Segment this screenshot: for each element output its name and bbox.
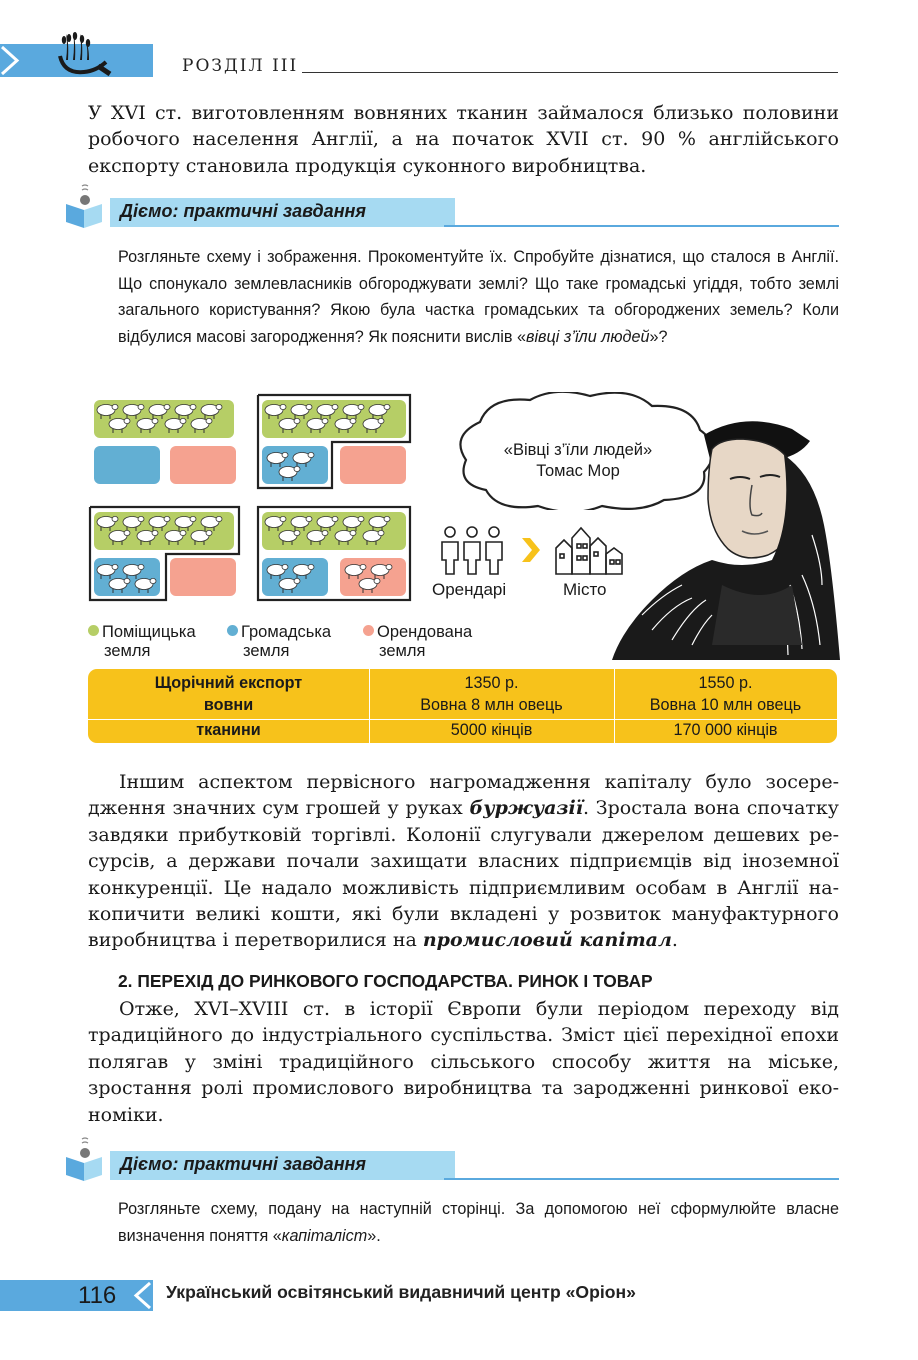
table-col-1350: 1350 р.: [464, 674, 519, 692]
task-label: Діємо: практичні завдання: [120, 1154, 367, 1174]
open-book-icon: [64, 1137, 104, 1181]
task-header-1: [64, 184, 854, 228]
pink-dot-icon: [363, 625, 374, 636]
publisher: Український освітянський видавничий центр «Оріон»: [166, 1282, 636, 1302]
city-label: Місто: [563, 580, 607, 599]
intro-text: У XVI ст. виготовленням вовняних тканин займалося близько половини робочого населення Англії, а на початок XVII ст. 90 % англійського експорту становила продукція суконного виробництва.: [88, 102, 839, 177]
table-cell: Вовна 8 млн овець: [420, 696, 563, 714]
task1-text-end: »?: [649, 327, 668, 346]
table-header: Щорічний експорт: [154, 674, 303, 692]
wheat-sickle-icon: [54, 30, 114, 82]
green-dot-icon: [88, 625, 99, 636]
task-rule: [444, 1178, 839, 1180]
legend-manor: Поміщицька земля: [88, 623, 196, 661]
enclosure-diagram: [88, 390, 418, 610]
field-rented-2: [340, 446, 406, 484]
tenants-to-city-diagram: [436, 524, 626, 580]
task1-text: [118, 244, 839, 350]
table-cell: 170 000 кінців: [673, 721, 778, 739]
field-common-4: [262, 558, 328, 596]
task-header-2: [64, 1137, 854, 1181]
open-book-icon: [64, 184, 104, 228]
legend-common: Громадська земля: [227, 623, 331, 661]
intro-paragraph: [88, 100, 839, 179]
table-cell: Вовна 10 млн овець: [649, 696, 802, 714]
term-bourgeoisie: буржуазії: [469, 797, 583, 820]
field-rented-1: [170, 446, 236, 484]
field-common-2: [262, 446, 328, 484]
task-rule: [444, 225, 839, 227]
task2-quote: капіталіст: [281, 1226, 368, 1245]
quote-text: «Вівці з’їли людей»: [503, 441, 653, 459]
section-title: РОЗДІЛ ІІІ: [182, 56, 299, 76]
field-rented-3: [170, 558, 236, 596]
task1-text-main: Розгляньте схему і зображення. Прокоментуйте їх. Спробуйте дізнатися, що сталося в Англії. Що спонукало землевласників обгороджувати землі? Що таке громадські угіддя, тобто землі загального користування? Якою була частка громадських та обгороджених земель? Коли відбулися масові загородження? Як пояснити вислів «: [118, 248, 839, 346]
table-row-label: вовни: [203, 696, 254, 714]
section-heading: 2. ПЕРЕХІД ДО РИНКОВОГО ГОСПОДАРСТВА. РИНОК І ТОВАР: [118, 971, 653, 991]
city-icon: [556, 528, 622, 574]
tenants-label: Орендарі: [432, 580, 507, 599]
arrow-icon: [522, 538, 540, 562]
capital-paragraph: Іншим аспектом первісного нагромадження капіталу було зосередження значних сум грошей у руках буржуазії. Зростала вона спочатку завдяки прибутковій торгівлі. Колонії слугували джерелом дешевих ресурсів, а держави почали захищати власних підприємців від іноземної конкуренції. Це надало можливість підприємливим особам в Англії накопичити великі кошти, які були вкладені у розвиток мануфактурного виробництва і перетворилися на промисловий капітал.: [88, 771, 839, 952]
term-industrial-capital: промисловий капітал: [422, 929, 672, 952]
header-chevron-icon: [0, 44, 22, 77]
task2-text: Розгляньте схему, подану на наступній сторінці. За допомогою неї сформулюйте власне визначення поняття «капіталіст».: [118, 1200, 839, 1245]
task1-quote: вівці з’їли людей: [526, 327, 650, 346]
field-common-1: [94, 446, 160, 484]
page-number: 116: [78, 1282, 117, 1309]
blue-dot-icon: [227, 625, 238, 636]
table-col-1550: 1550 р.: [698, 674, 753, 692]
thomas-more-portrait: [612, 415, 840, 660]
export-table: [88, 669, 837, 743]
quote-author: Томас Мор: [536, 462, 620, 480]
footer-chevron-icon: [130, 1280, 154, 1311]
section2-paragraph: Отже, XVI–XVIII ст. в історії Європи були періодом переходу від традиційного до індустріального суспільства. Зміст цієї перехідної епохи полягав у зміні традиційного сільського способу життя на міське, зростання ролі промислового виробництва та зародженні ринкової економіки.: [88, 998, 839, 1126]
tenants-icon: [442, 527, 502, 574]
header-rule: [302, 72, 838, 73]
table-row-label: тканини: [196, 721, 261, 739]
task-label: Діємо: практичні завдання: [120, 201, 367, 221]
table-cell: 5000 кінців: [450, 721, 533, 739]
legend-rented: Орендована земля: [363, 623, 472, 661]
field-rented-4: [340, 558, 406, 596]
